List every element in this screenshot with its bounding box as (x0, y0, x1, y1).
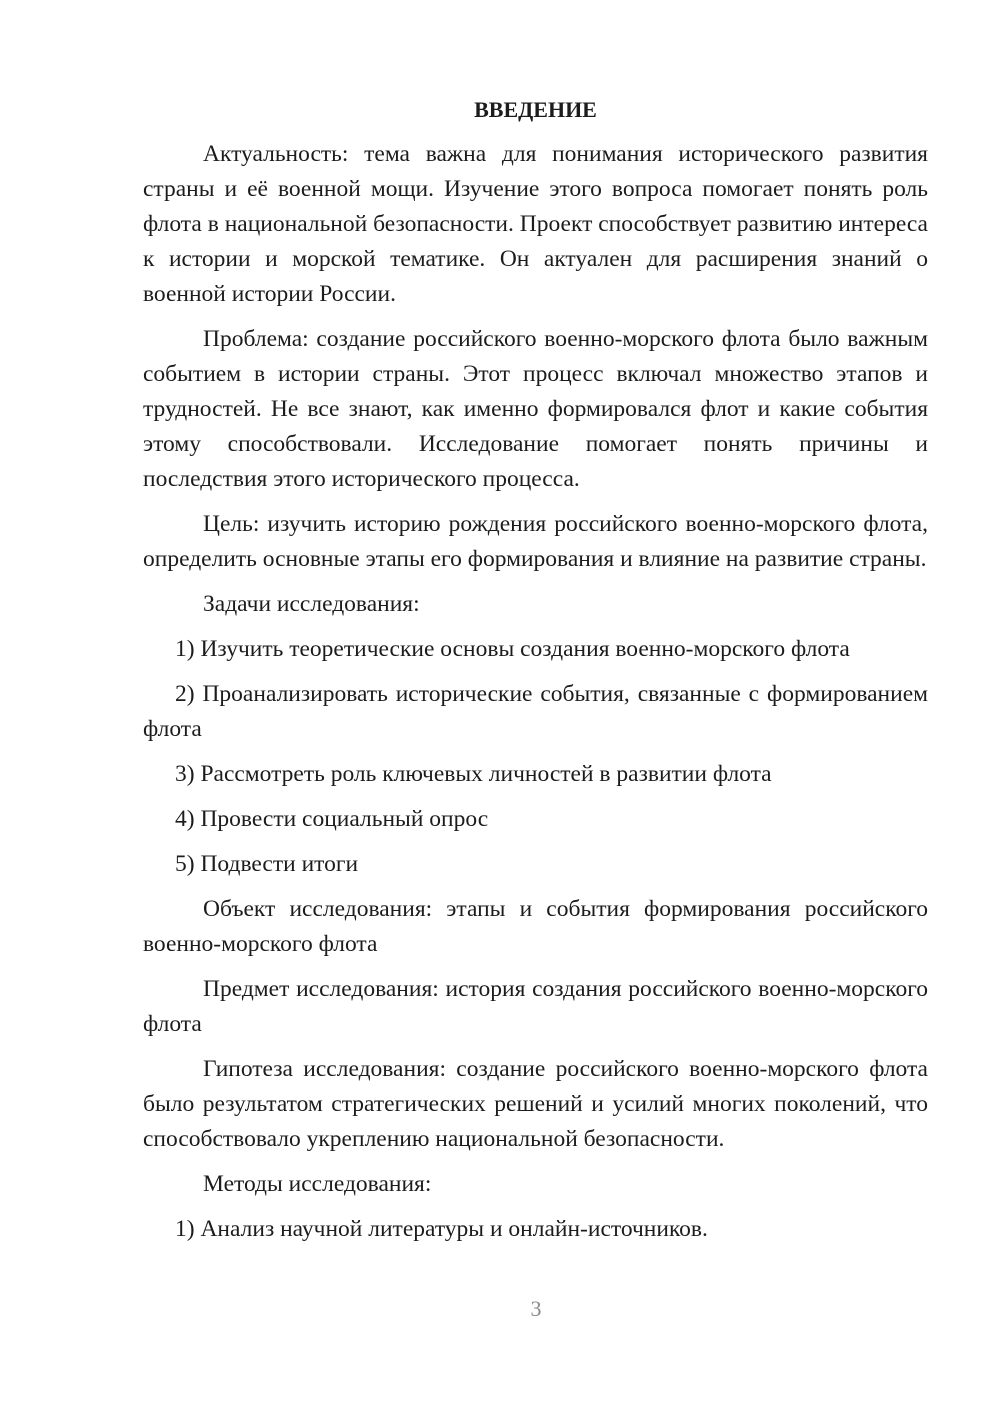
task-item: 4) Провести социальный опрос (175, 806, 489, 832)
task-item: 5) Подвести итоги (175, 851, 359, 877)
object-paragraph: Объект исследования: этапы и события формирования российского военно-морского флота (143, 896, 928, 957)
relevance-paragraph: Актуальность: тема важна для понимания исторического развития страны и её военной мощи. Изучение этого вопроса помогает понять роль флота в национальной безопасности. Проект способствует развитию интереса к истории и морской тематике. Он актуален для расширения знаний о военной истории России. (143, 141, 928, 307)
methods-heading: Методы исследования: (203, 1171, 432, 1197)
subject-paragraph: Предмет исследования: история создания российского военно-морского флота (143, 976, 928, 1037)
goal-paragraph: Цель: изучить историю рождения российского военно-морского флота, определить основные этапы его формирования и влияние на развитие страны. (143, 511, 928, 572)
page-title: ВВЕДЕНИЕ (474, 97, 597, 122)
task-item: 3) Рассмотреть роль ключевых личностей в развитии флота (175, 761, 772, 787)
page-body (143, 95, 928, 1257)
tasks-heading: Задачи исследования: (203, 591, 420, 617)
task-item: 1) Изучить теоретические основы создания военно-морского флота (175, 636, 850, 662)
task-item: 2) Проанализировать исторические события, связанные с формированием флота (143, 681, 928, 742)
hypothesis-paragraph: Гипотеза исследования: создание российского военно-морского флота было результатом стратегических решений и усилий многих поколений, что способствовало укреплению национальной безопасности. (143, 1056, 928, 1152)
problem-paragraph: Проблема: создание российского военно-морского флота было важным событием в истории страны. Этот процесс включал множество этапов и трудностей. Не все знают, как именно формировался флот и какие события этому способствовали. Исследование помогает понять причины и последствия этого исторического процесса. (143, 326, 928, 492)
page-number: 3 (530, 1296, 542, 1321)
method-item: 1) Анализ научной литературы и онлайн-источников. (175, 1216, 708, 1242)
